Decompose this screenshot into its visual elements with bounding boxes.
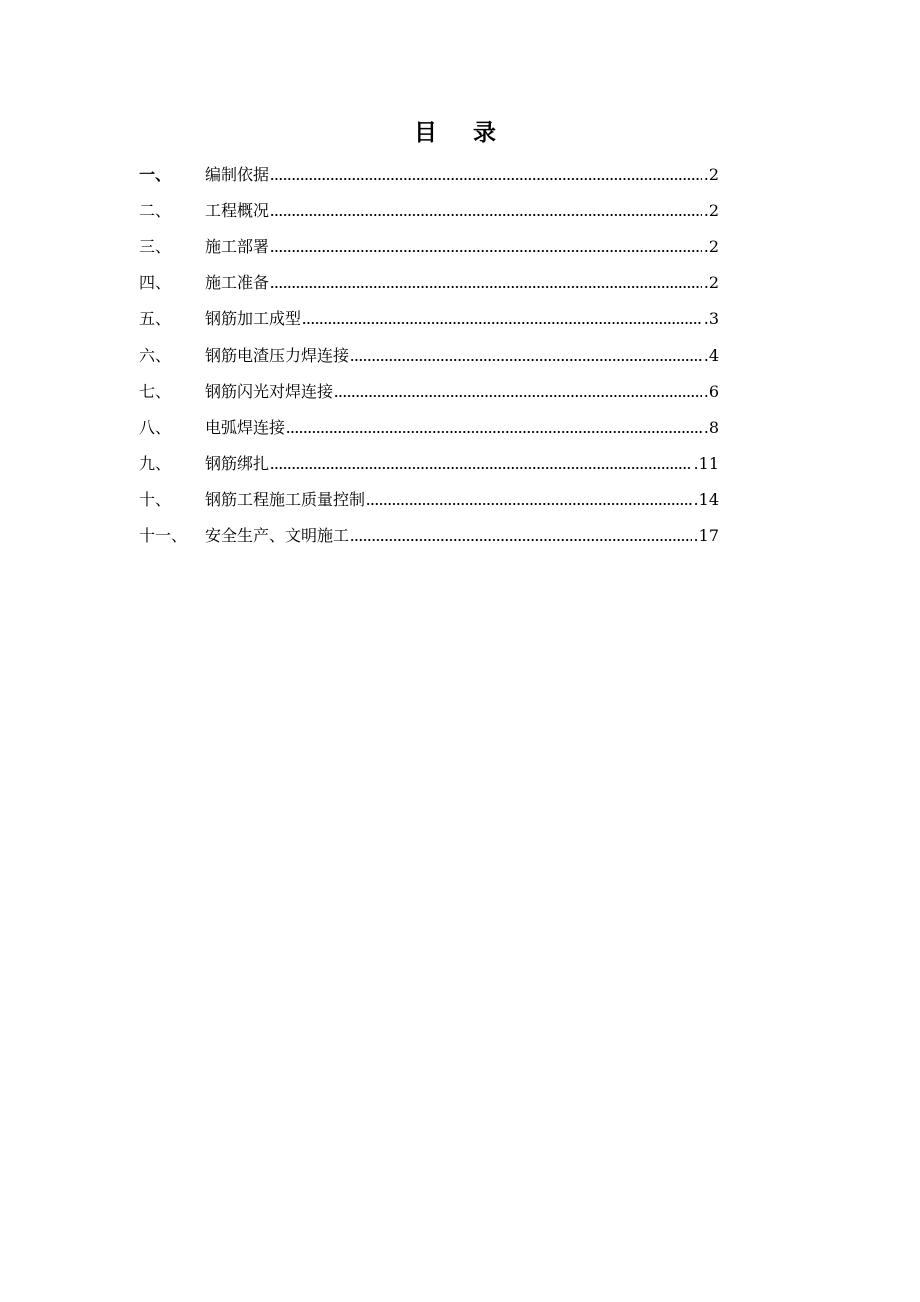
toc-entry-label: 钢筋电渣压力焊连接 (205, 345, 350, 365)
toc-entry[interactable] (139, 374, 719, 410)
toc-entry-label: 施工部署 (205, 237, 270, 257)
toc-dot-leader (302, 301, 702, 337)
toc-entry-label: 工程概况 (205, 201, 270, 221)
toc-entry[interactable] (139, 518, 719, 554)
toc-entry-label: 钢筋绑扎 (205, 453, 270, 473)
toc-entry-label: 安全生产、文明施工 (205, 525, 350, 545)
toc-entry-page: .2 (703, 165, 719, 185)
toc-entry-number: 六、 (139, 345, 172, 365)
toc-title (0, 116, 910, 150)
toc-entry-label: 钢筋工程施工质量控制 (205, 489, 366, 509)
toc-entry-page: .2 (703, 273, 719, 293)
toc-entry-page: .11 (693, 453, 719, 473)
toc-dot-leader (350, 518, 692, 554)
toc-dot-leader (366, 482, 692, 518)
toc-dot-leader (270, 265, 702, 301)
toc-entry[interactable] (139, 301, 719, 337)
toc-entry-page: .4 (703, 345, 719, 365)
toc-entry-number: 一、 (139, 165, 172, 185)
toc-entry-page: .14 (693, 489, 719, 509)
toc-list (139, 157, 719, 554)
toc-entry-number: 九、 (139, 453, 172, 473)
toc-entry[interactable] (139, 446, 719, 482)
toc-entry[interactable] (139, 157, 719, 193)
toc-title-part2: 录 (473, 119, 496, 146)
toc-dot-leader (270, 157, 702, 193)
toc-entry-number: 十一、 (139, 525, 188, 545)
toc-entry[interactable] (139, 410, 719, 446)
toc-dot-leader (334, 374, 702, 410)
toc-entry-label: 施工准备 (205, 273, 270, 293)
toc-entry-number: 四、 (139, 273, 172, 293)
toc-entry[interactable] (139, 229, 719, 265)
toc-entry-page: .8 (703, 417, 719, 437)
toc-entry-page: .3 (703, 309, 719, 329)
toc-entry-page: .2 (703, 237, 719, 257)
toc-entry-page: .6 (703, 381, 719, 401)
toc-entry[interactable] (139, 265, 719, 301)
toc-entry-number: 十、 (139, 489, 172, 509)
toc-entry-number: 八、 (139, 417, 172, 437)
toc-entry-number: 七、 (139, 381, 172, 401)
toc-title-part1: 目 (414, 119, 437, 146)
toc-dot-leader (350, 338, 702, 374)
toc-entry[interactable] (139, 482, 719, 518)
toc-entry[interactable] (139, 193, 719, 229)
toc-entry-number: 五、 (139, 309, 172, 329)
toc-dot-leader (286, 410, 702, 446)
toc-dot-leader (270, 446, 692, 482)
toc-entry-page: .2 (703, 201, 719, 221)
toc-entry-label: 编制依据 (205, 165, 270, 185)
toc-entry-label: 电弧焊连接 (205, 417, 286, 437)
toc-entry-label: 钢筋加工成型 (205, 309, 302, 329)
toc-entry-label: 钢筋闪光对焊连接 (205, 381, 334, 401)
toc-entry-number: 二、 (139, 201, 172, 221)
toc-entry[interactable] (139, 337, 719, 373)
toc-entry-number: 三、 (139, 237, 172, 257)
toc-dot-leader (270, 193, 702, 229)
toc-dot-leader (270, 229, 702, 265)
toc-entry-page: .17 (693, 525, 719, 545)
